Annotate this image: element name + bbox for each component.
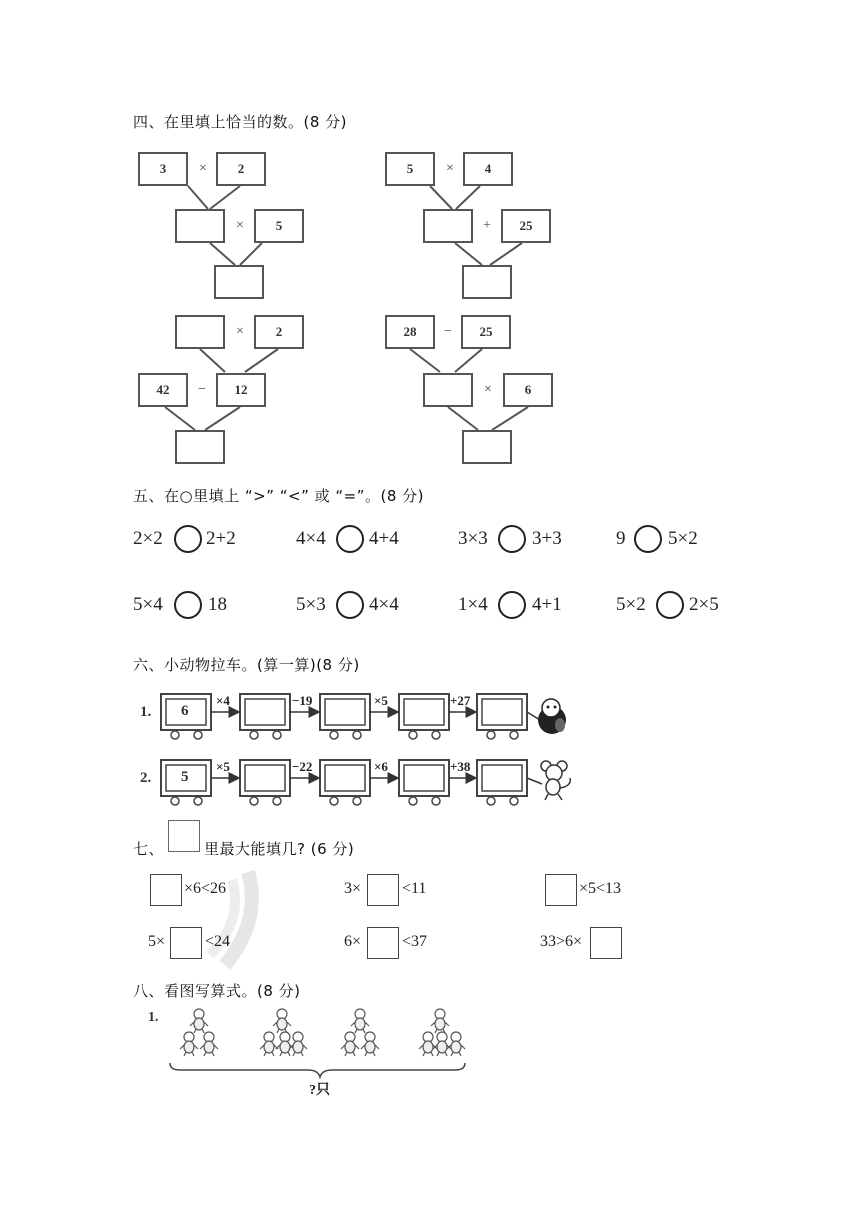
section-8-item-label: 1. — [148, 1010, 159, 1025]
compare-right: 2×5 — [689, 594, 719, 615]
train-1-op-4: +27 — [450, 693, 471, 708]
compare-left: 9 — [616, 528, 626, 549]
d2-mid-right-box: 25 — [501, 209, 551, 243]
d4-mid-right-box: 6 — [503, 373, 553, 407]
compare-left: 2×2 — [133, 528, 163, 549]
section-7-heading-prefix: 七、 — [133, 840, 165, 858]
train-1-op-3: ×5 — [374, 693, 388, 708]
d4-top-left-box: 28 — [385, 315, 435, 349]
compare-left: 3×3 — [458, 528, 488, 549]
brace-label: ?只 — [309, 1083, 330, 1098]
inequality-left: 6× — [344, 933, 362, 950]
train-2-op-3: ×6 — [374, 759, 388, 774]
d2-top-operator: × — [446, 161, 454, 176]
train-2-label: 2. — [140, 770, 152, 786]
compare-right: 5×2 — [668, 528, 698, 549]
compare-left: 5×4 — [133, 594, 163, 615]
compare-right: 4+1 — [532, 594, 562, 615]
d4-top-right-box: 25 — [461, 315, 511, 349]
brace-icon — [170, 1063, 465, 1077]
compare-right: 4+4 — [369, 528, 399, 549]
train-2-op-2: −22 — [292, 759, 313, 774]
d3-mid-left-box: 42 — [138, 373, 188, 407]
monkey-group-icon — [341, 1009, 379, 1056]
d3-mid-operator: − — [198, 382, 206, 397]
compare-left: 4×4 — [296, 528, 326, 549]
section-5-heading: 五、在○里填上 “>” “<” 或 “=”。(8 分) — [133, 487, 425, 505]
compare-left: 5×3 — [296, 594, 326, 615]
d1-mid-operator: × — [236, 218, 244, 233]
section-7-heading-suffix: 里最大能填几? (6 分) — [204, 840, 355, 858]
d3-mid-right-box: 12 — [216, 373, 266, 407]
section-6-heading: 六、小动物拉车。(算一算)(8 分) — [133, 656, 360, 674]
train-1-op-2: −19 — [292, 693, 313, 708]
train-1-start-value: 6 — [181, 703, 189, 719]
inequality-right: <24 — [205, 933, 231, 950]
train-2-op-4: +38 — [450, 759, 471, 774]
train-2-start-value: 5 — [181, 769, 189, 785]
d1-top-left-box: 3 — [138, 152, 188, 186]
inequality-right: ×5<13 — [579, 880, 622, 897]
d3-top-operator: × — [236, 324, 244, 339]
inequality-left: 3× — [344, 880, 362, 897]
d4-top-operator: − — [444, 324, 452, 339]
train-1-op-1: ×4 — [216, 693, 230, 708]
compare-left: 1×4 — [458, 594, 488, 615]
section-8-heading: 八、看图写算式。(8 分) — [133, 982, 301, 1000]
d2-mid-operator: + — [483, 218, 491, 233]
inequality-right: <11 — [402, 880, 427, 897]
monkey-group-icon — [260, 1009, 307, 1056]
d1-mid-right-box: 5 — [254, 209, 304, 243]
compare-right: 18 — [208, 594, 227, 615]
d2-top-left-box: 5 — [385, 152, 435, 186]
d1-top-operator: × — [199, 161, 207, 176]
inequality-left: 5× — [148, 933, 166, 950]
compare-right: 4×4 — [369, 594, 399, 615]
compare-right: 3+3 — [532, 528, 562, 549]
d4-mid-operator: × — [484, 382, 492, 397]
monkey-group-icon — [180, 1009, 218, 1056]
d1-top-right-box: 2 — [216, 152, 266, 186]
train-1-label: 1. — [140, 704, 152, 720]
d2-top-right-box: 4 — [463, 152, 513, 186]
section-4-heading: 四、在里填上恰当的数。(8 分) — [133, 113, 348, 131]
compare-left: 5×2 — [616, 594, 646, 615]
d3-top-right-box: 2 — [254, 315, 304, 349]
inequality-right: <37 — [402, 933, 428, 950]
monkey-group-icon — [419, 1009, 465, 1056]
inequality-left: 33>6× — [540, 933, 583, 950]
inequality-right: ×6<26 — [184, 880, 227, 897]
train-2-op-1: ×5 — [216, 759, 230, 774]
compare-right: 2+2 — [206, 528, 236, 549]
